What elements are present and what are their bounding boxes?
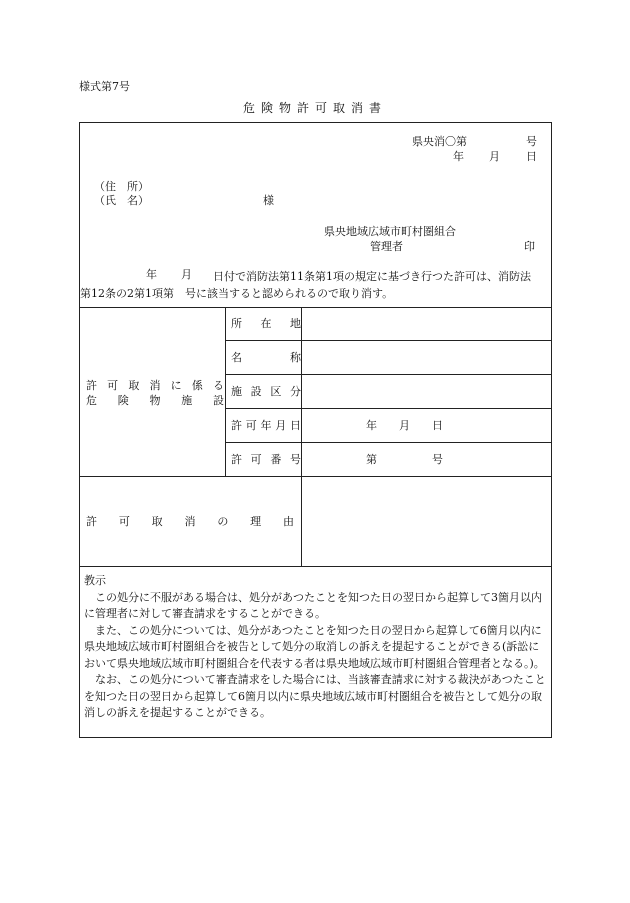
facility-group-label-line1: 許可取消に係る: [86, 379, 224, 392]
issue-date-day: 日: [526, 150, 537, 163]
divider-line: [225, 374, 551, 375]
facility-category-label: 施設区分: [231, 385, 301, 398]
issuer-organization: 県央地域広域市町村圏組合: [324, 225, 456, 238]
permit-date-label: 許可年月日: [231, 419, 301, 432]
divider-line: [225, 442, 551, 443]
divider-line: [80, 566, 551, 567]
document-number-suffix: 号: [526, 135, 537, 148]
form-frame: [79, 122, 552, 738]
divider-line: [80, 307, 551, 308]
facility-group-label-line2: 危険物施設: [86, 394, 224, 407]
instructions-paragraph: この処分に不服がある場合は、処分があつたことを知つた日の翌日から起算して3箇月以内に管理者に対して審査請求をすることができる。: [84, 590, 542, 620]
issue-date-year: 年: [453, 150, 464, 163]
divider-line: [301, 307, 302, 566]
document-number-prefix: 県央消〇第: [412, 135, 467, 148]
recipient-address-label: （住 所）: [94, 180, 149, 193]
issuer-seal-mark: 印: [524, 240, 535, 253]
recipient-honorific: 様: [263, 194, 274, 207]
permit-date-field[interactable]: 年 月 日: [366, 419, 443, 432]
divider-line: [225, 340, 551, 341]
permit-number-field[interactable]: 第 号: [366, 453, 443, 466]
recipient-name-label: （氏 名）: [94, 194, 149, 207]
instructions-heading: 教示: [84, 574, 106, 587]
facility-location-label: 所在地: [231, 317, 301, 330]
notice-permit-year: 年: [146, 268, 157, 281]
facility-name-label: 名称: [231, 351, 301, 364]
notice-body-text: 日付で消防法第11条第1項の規定に基づき行つた許可は、消防法第12条の2第1項第 号に該当すると認められるので取り消す。: [80, 270, 531, 300]
divider-line: [225, 307, 226, 476]
instructions-paragraph: なお、この処分について審査請求をした場合には、当該審査請求に対する裁決があつたことを知つた日の翌日から起算して6箇月以内に県央地域広域市町村圏組合を被告として処分の取消しの訴えを提起することができる。: [84, 673, 546, 719]
revocation-reason-label: 許可取消の理由: [86, 515, 294, 528]
appeal-instructions: [84, 573, 548, 722]
notice-permit-month: 月: [181, 268, 192, 281]
divider-line: [225, 408, 551, 409]
document-title: 危険物許可取消書: [242, 101, 387, 115]
instructions-paragraph: また、この処分については、処分があつたことを知つた日の翌日から起算して6箇月以内に県央地域広域市町村圏組合を被告として処分の取消しの訴えを提起することができる(訴訟において県央地域広域市町村圏組合を代表する者は県央地域広域市町村圏組合管理者となる。)。: [84, 623, 545, 670]
permit-number-label: 許可番号: [231, 453, 301, 466]
issuer-manager-label: 管理者: [370, 240, 403, 253]
form-id: 様式第7号: [79, 80, 130, 93]
issue-date-month: 月: [489, 150, 500, 163]
divider-line: [80, 476, 551, 477]
